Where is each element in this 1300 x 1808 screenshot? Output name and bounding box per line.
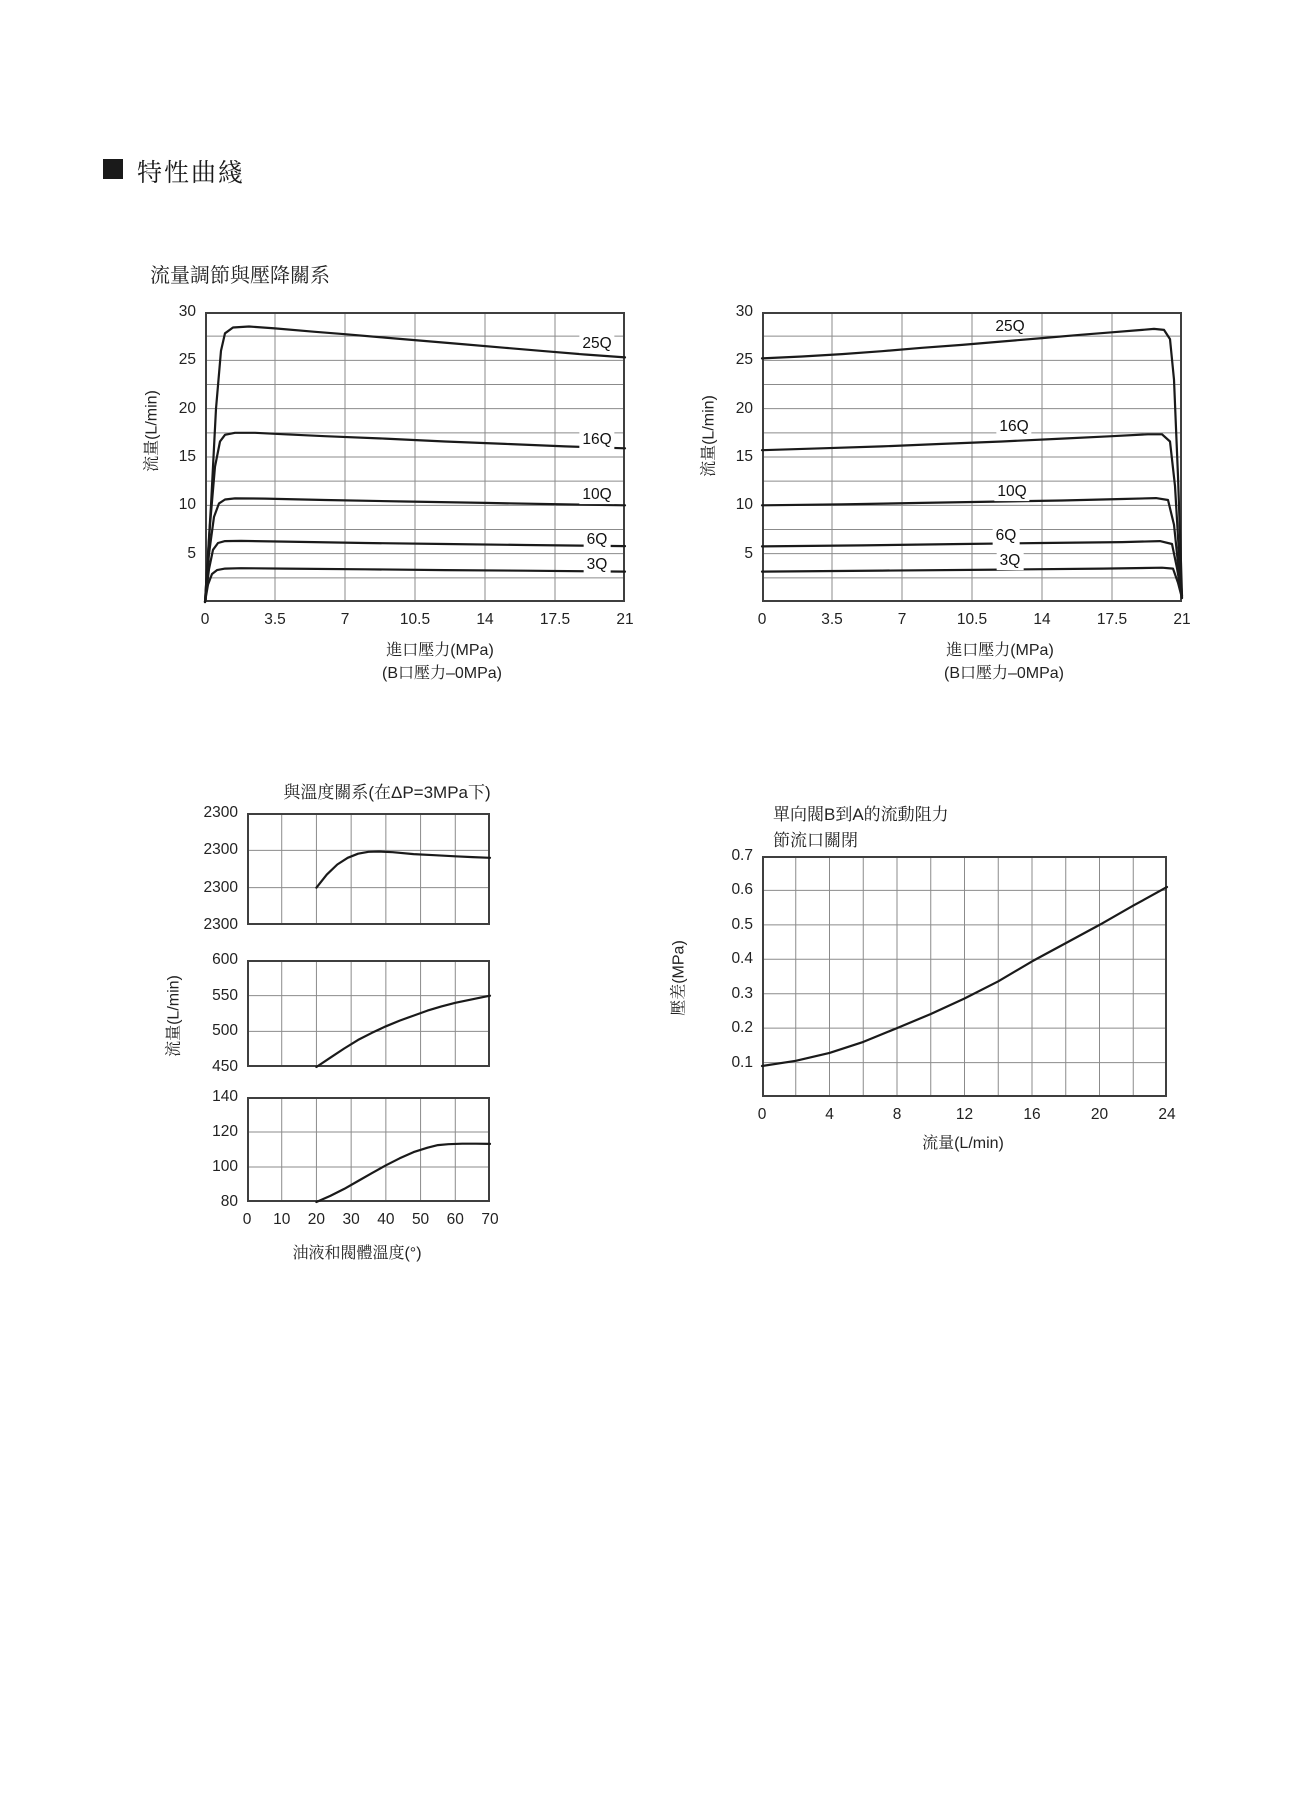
y-tick-label: 20 [178,399,196,417]
series-label-6Q: 6Q [993,527,1020,545]
chart-left-y-axis-label: 流量(L/min) [143,390,161,472]
series-label-16Q: 16Q [996,418,1031,436]
series-label-6Q: 6Q [584,531,611,549]
chart-right-x-axis-label: 進口壓力(MPa) [946,642,1054,659]
chart-temperature-y-axis-label: 流量(L/min) [165,975,183,1057]
x-tick-label: 17.5 [1096,611,1128,628]
x-tick-label: 10.5 [956,611,988,628]
chart-right-y-axis-label: 流量(L/min) [700,395,718,477]
grid-lines [205,312,625,602]
x-tick-label: 10 [273,1211,291,1228]
chart-checkvalve-resistance [731,847,1176,1123]
y-tick-label: 0.2 [731,1019,753,1037]
chart-temperature-x-axis-label: 油液和閥體溫度(°) [292,1245,422,1262]
chart-flow-pressure-title: 流量調節與壓降關系 [150,265,330,287]
y-tick-label: 2300 [203,878,238,896]
chart-checkvalve-y-axis-label: 壓差(MPa) [670,940,688,1016]
y-tick-label: 15 [735,448,753,465]
chart-flow-pressure-right [735,303,1191,628]
series-label-16Q: 16Q [579,431,614,449]
x-tick-label: 50 [411,1211,430,1228]
plot-svg [247,1097,490,1202]
x-tick-label: 24 [1158,1106,1176,1123]
chart-temperature-panel-2 [212,951,490,1075]
x-tick-label: 0 [757,1106,767,1123]
x-tick-label: 20 [1090,1106,1109,1123]
y-tick-label: 30 [735,303,753,320]
grid-lines [762,856,1167,1097]
y-tick-label: 0.4 [731,950,753,968]
y-tick-label: 10 [178,496,196,514]
plot-svg [247,813,490,925]
x-tick-label: 0 [242,1211,252,1228]
series-label-10Q: 10Q [994,483,1029,501]
grid-lines [247,1097,490,1202]
y-tick-label: 0.5 [731,915,753,933]
plot-svg [762,312,1182,602]
plot-border [248,814,489,924]
page-title: 特性曲綫 [137,159,246,187]
series-label-25Q: 25Q [992,318,1027,336]
x-tick-label: 10.5 [399,611,431,628]
x-tick-label: 0 [757,611,767,628]
y-tick-label: 550 [212,986,238,1004]
grid-lines [247,813,490,925]
x-tick-label: 7 [897,611,907,628]
y-tick-label: 20 [735,399,753,417]
plot-svg [247,960,490,1067]
series-label-3Q: 3Q [584,556,611,574]
x-tick-label: 14 [476,611,494,628]
x-tick-label: 14 [1033,611,1051,628]
y-tick-label: 5 [744,544,753,562]
y-tick-label: 0.1 [731,1053,753,1071]
y-tick-label: 30 [178,303,196,320]
y-tick-label: 0.7 [731,847,753,864]
y-tick-label: 2300 [203,841,238,859]
x-tick-label: 40 [377,1211,395,1228]
x-tick-label: 70 [481,1211,499,1228]
chart-flow-pressure-left [178,303,634,628]
series-label-3Q: 3Q [997,552,1024,570]
y-tick-label: 0.6 [731,881,753,899]
plot-border [248,1098,489,1201]
y-tick-label: 2300 [203,916,238,933]
series-label-25Q: 25Q [579,335,614,353]
y-tick-label: 2300 [203,804,238,821]
x-tick-label: 3.5 [264,611,286,628]
y-tick-label: 120 [212,1123,238,1140]
x-tick-label: 21 [1173,611,1191,628]
y-tick-label: 10 [735,496,753,514]
y-tick-label: 15 [178,448,196,465]
y-tick-label: 140 [212,1088,238,1105]
x-tick-label: 16 [1023,1106,1041,1123]
chart-checkvalve-title-line1: 單向閥B到A的流動阻力 [773,805,949,824]
x-tick-label: 3.5 [821,611,843,628]
x-tick-label: 4 [825,1106,834,1123]
plot-svg [762,856,1167,1097]
y-tick-label: 600 [212,951,238,968]
y-tick-label: 25 [735,351,753,369]
x-tick-label: 17.5 [539,611,571,628]
y-tick-label: 100 [212,1158,238,1175]
y-tick-label: 5 [187,544,196,562]
y-tick-label: 450 [212,1058,238,1075]
series-label-10Q: 10Q [579,486,614,504]
y-tick-label: 0.3 [731,984,753,1002]
plot-svg [205,312,625,602]
x-tick-label: 8 [892,1106,902,1123]
plot-border [248,961,489,1066]
chart-right-x-axis-sublabel: (B口壓力–0MPa) [943,665,1065,682]
x-tick-label: 30 [342,1211,360,1228]
x-tick-label: 60 [446,1211,464,1228]
x-tick-label: 7 [340,611,350,628]
chart-temperature-panel-3 [212,1088,499,1228]
curve-line [316,852,490,888]
chart-checkvalve-title-line2: 節流口關閉 [773,831,858,850]
grid-lines [247,960,490,1067]
y-tick-label: 500 [212,1022,238,1040]
x-tick-label: 20 [307,1211,326,1228]
y-tick-label: 80 [220,1193,238,1210]
chart-temperature-title: 與溫度關系(在ΔP=3MPa下) [283,783,491,802]
section-marker-icon [103,159,123,179]
chart-checkvalve-x-axis-label: 流量(L/min) [922,1135,1004,1152]
chart-left-x-axis-label: 進口壓力(MPa) [386,642,494,659]
x-tick-label: 12 [955,1106,974,1123]
y-tick-label: 25 [178,351,196,369]
chart-left-x-axis-sublabel: (B口壓力–0MPa) [381,665,503,682]
x-tick-label: 21 [616,611,634,628]
x-tick-label: 0 [200,611,210,628]
curve-line [316,1144,490,1202]
chart-temperature-panel-1 [203,804,490,933]
